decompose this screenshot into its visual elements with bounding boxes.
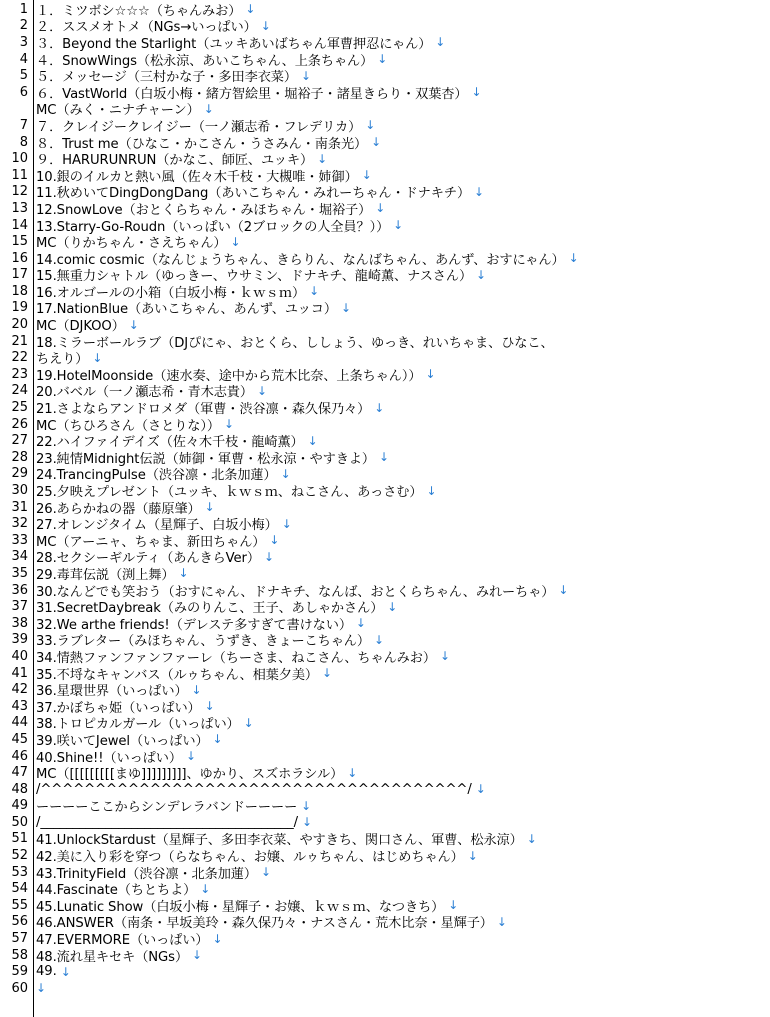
newline-mark-icon: ↓ <box>245 2 256 17</box>
newline-mark-icon: ↓ <box>387 599 398 614</box>
line-number: 6 <box>19 84 28 100</box>
line-number: 1 <box>19 1 28 17</box>
editor-line[interactable] <box>0 416 770 433</box>
editor-line[interactable] <box>0 267 770 284</box>
line-number: 7 <box>19 117 28 133</box>
line-text[interactable]: ８．Trust me（ひなこ・かこさん・うさみん・南条光） <box>36 136 368 152</box>
line-number: 23 <box>11 366 28 382</box>
editor-line[interactable] <box>0 847 770 864</box>
line-text[interactable]: 23.純情Midnight伝説（姉御・軍曹・松永涼・やすきよ） <box>36 451 375 467</box>
line-text[interactable]: MC（みく・ニナチャーン） <box>36 103 200 119</box>
newline-mark-icon: ↓ <box>439 649 451 664</box>
editor-line[interactable] <box>0 632 770 649</box>
line-text[interactable]: 45.Lunatic Show（白坂小梅・星輝子・お嬢、ｋｗｓｍ、なつきち） <box>36 899 445 915</box>
line-text[interactable]: 17.NationBlue（あいこちゃん、あんず、ユッコ） <box>36 302 337 318</box>
editor-line[interactable] <box>0 930 770 947</box>
line-text[interactable]: 47.EVERMORE（いっぱい） <box>36 933 209 949</box>
line-text[interactable]: /_______________________________________/ <box>36 814 298 830</box>
editor-line[interactable] <box>0 316 770 333</box>
line-text[interactable]: 27.オレンジタイム（星輝子、白坂小梅） <box>36 518 278 534</box>
newline-mark-icon: ↓ <box>448 898 459 913</box>
newline-mark-icon: ↓ <box>301 815 313 830</box>
newline-mark-icon: ↓ <box>203 101 214 116</box>
editor-line[interactable] <box>0 764 770 781</box>
line-text[interactable]: ちえり） <box>36 352 89 368</box>
line-number: 12 <box>11 184 28 200</box>
line-number: 37 <box>11 599 28 615</box>
line-text[interactable]: ９．HARURUNRUN（かなこ、師匠、ユッキ） <box>36 153 314 169</box>
line-text[interactable]: 18.ミラーボールラブ（DJぴにゃ、おとくら、ししょう、ゆっき、れいちゃま、ひなこ、 <box>36 335 554 351</box>
line-number: 11 <box>11 167 28 183</box>
line-text[interactable]: MC（DJKOO） <box>36 319 125 335</box>
editor-lines[interactable] <box>0 1 770 997</box>
line-text[interactable]: 42.美に入り彩を穿つ（らなちゃん、お嬢、ルゥちゃん、はじめちゃん） <box>36 850 464 866</box>
newline-mark-icon: ↓ <box>317 151 328 166</box>
line-number: 53 <box>11 864 28 880</box>
newline-mark-icon: ↓ <box>347 765 358 780</box>
editor-line[interactable] <box>0 217 770 234</box>
editor-line[interactable] <box>0 781 770 798</box>
line-text[interactable]: 41.UnlockStardust（星輝子、多田李衣菜、やすきち、関口さん、軍曹、松永涼） <box>36 833 523 849</box>
editor-line[interactable] <box>0 665 770 682</box>
editor-line[interactable] <box>0 482 770 499</box>
editor-line[interactable] <box>0 167 770 184</box>
editor-line[interactable] <box>0 184 770 201</box>
newline-mark-icon: ↓ <box>393 218 404 233</box>
editor-line[interactable] <box>0 1 770 18</box>
line-text[interactable]: 33.ラブレター（みほちゃん、うずき、きょーこちゃん） <box>36 634 370 650</box>
newline-mark-icon: ↓ <box>280 466 291 481</box>
line-text[interactable]: ７．クレイジークレイジー（一ノ瀬志希・フレデリカ） <box>36 119 362 135</box>
line-number: 27 <box>11 433 28 449</box>
newline-mark-icon: ↓ <box>260 18 271 33</box>
line-number: 17 <box>11 267 28 283</box>
newline-mark-icon: ↓ <box>496 914 507 929</box>
newline-mark-icon: ↓ <box>568 251 579 266</box>
newline-mark-icon: ↓ <box>361 168 372 183</box>
line-number: 59 <box>11 964 28 980</box>
line-number: 46 <box>11 748 28 764</box>
line-text[interactable]: MC（ちひろさん（さとりな）） <box>36 418 220 434</box>
line-number: 4 <box>19 51 28 67</box>
editor-line[interactable] <box>0 582 770 599</box>
line-text[interactable]: 30.なんどでも笑おう（おすにゃん、ドナキチ、なんば、おとくらちゃん、みれーちゃ） <box>36 584 555 600</box>
line-number: 16 <box>11 250 28 266</box>
line-number: 36 <box>11 582 28 598</box>
editor-line[interactable] <box>0 333 770 350</box>
newline-mark-icon: ↓ <box>471 85 482 100</box>
line-text[interactable]: 34.情熱ファンファンファーレ（ちーさま、ねこさん、ちゃんみお） <box>36 650 436 666</box>
line-number: 15 <box>11 234 28 250</box>
line-number: 26 <box>11 416 28 432</box>
newline-mark-icon: ↓ <box>307 433 318 448</box>
line-number: 44 <box>11 715 28 731</box>
line-number: 24 <box>11 383 28 399</box>
newline-mark-icon: ↓ <box>212 732 223 747</box>
newline-mark-icon: ↓ <box>435 35 446 50</box>
editor-line[interactable] <box>0 67 770 84</box>
line-text[interactable]: 24.TrancingPulse（渋谷凛・北条加蓮） <box>36 468 277 484</box>
line-number: 41 <box>11 665 28 681</box>
editor-line[interactable] <box>0 432 770 449</box>
newline-mark-icon: ↓ <box>92 350 103 365</box>
newline-mark-icon: ↓ <box>301 798 312 813</box>
newline-mark-icon: ↓ <box>309 284 320 299</box>
line-number: 28 <box>11 449 28 465</box>
line-number: 39 <box>11 632 28 648</box>
line-text[interactable]: 36.星環世界（いっぱい） <box>36 684 188 700</box>
line-number: 14 <box>11 217 28 233</box>
newline-mark-icon: ↓ <box>60 964 71 979</box>
newline-mark-icon: ↓ <box>204 500 215 515</box>
editor-line[interactable] <box>0 366 770 383</box>
line-number: 49 <box>11 798 28 814</box>
editor-line[interactable] <box>0 648 770 665</box>
line-text[interactable]: ４．SnowWings（松永涼、あいこちゃん、上条ちゃん） <box>36 53 374 69</box>
line-number: 57 <box>11 931 28 947</box>
editor-line[interactable] <box>0 698 770 715</box>
line-number: 20 <box>11 317 28 333</box>
line-text[interactable]: １．ミツボシ☆☆☆（ちゃんみお） <box>36 3 242 19</box>
line-number: 8 <box>19 134 28 150</box>
editor-line[interactable] <box>0 34 770 51</box>
editor-line[interactable] <box>0 980 770 997</box>
newline-mark-icon: ↓ <box>365 118 376 133</box>
line-number: 31 <box>11 499 28 515</box>
newline-mark-icon: ↓ <box>377 52 388 67</box>
line-text[interactable]: 10.銀のイルカと熱い風（佐々木千枝・大槻唯・姉御） <box>36 169 358 185</box>
newline-mark-icon: ↓ <box>223 417 234 432</box>
line-number: 43 <box>11 698 28 714</box>
editor-line[interactable] <box>0 864 770 881</box>
newline-mark-icon: ↓ <box>526 831 537 846</box>
newline-mark-icon: ↓ <box>300 68 312 83</box>
editor-line[interactable] <box>0 715 770 732</box>
newline-mark-icon: ↓ <box>212 931 223 946</box>
line-text[interactable]: 46.ANSWER（南条・早坂美玲・森久保乃々・ナスさん・荒木比奈・星輝子） <box>36 916 493 932</box>
newline-mark-icon: ↓ <box>322 666 333 681</box>
editor-line[interactable] <box>0 963 770 980</box>
line-text[interactable]: 11.秋めいてDingDongDang（あいこちゃん・みれーちゃん・ドナキチ） <box>36 186 471 202</box>
line-text[interactable]: 44.Fascinate（ちとちよ） <box>36 883 197 899</box>
editor-line[interactable] <box>0 250 770 267</box>
newline-mark-icon: ↓ <box>476 267 487 282</box>
newline-mark-icon: ↓ <box>263 549 275 564</box>
editor-line[interactable] <box>0 499 770 516</box>
line-number: 19 <box>11 300 28 316</box>
editor-line[interactable] <box>0 515 770 532</box>
editor-line[interactable] <box>0 134 770 151</box>
newline-mark-icon: ↓ <box>281 516 292 531</box>
editor-line[interactable] <box>0 283 770 300</box>
line-number: 22 <box>11 350 28 366</box>
line-text[interactable]: 49. <box>36 964 57 980</box>
newline-mark-icon: ↓ <box>425 367 436 382</box>
editor-line[interactable] <box>0 880 770 897</box>
editor-line[interactable] <box>0 897 770 914</box>
editor-line[interactable] <box>0 200 770 217</box>
newline-mark-icon: ↓ <box>243 715 254 730</box>
line-text[interactable]: MC（アーニャ、ちゃま、新田ちゃん） <box>36 534 266 550</box>
editor-line[interactable] <box>0 84 770 101</box>
newline-mark-icon: ↓ <box>373 632 385 647</box>
line-number: 3 <box>19 34 28 50</box>
newline-mark-icon: ↓ <box>192 948 203 963</box>
editor-line[interactable] <box>0 914 770 931</box>
line-number: 60 <box>11 980 28 996</box>
newline-mark-icon: ↓ <box>355 616 366 631</box>
newline-mark-icon: ↓ <box>371 135 382 150</box>
line-text[interactable]: 13.Starry-Go-Roudn（いっぱい（2ブロックの人全員？）） <box>36 219 390 235</box>
line-text[interactable]: 12.SnowLove（おとくらちゃん・みほちゃん・堀裕子） <box>36 202 372 218</box>
editor-line[interactable] <box>0 549 770 566</box>
line-text[interactable]: MC（[[[[[[[[[まゆ]]]]]]]]]、ゆかり、スズホラシル） <box>36 767 344 783</box>
line-text[interactable]: 43.TrinityField（渋谷凛・北条加蓮） <box>36 866 257 882</box>
line-number: 13 <box>11 200 28 216</box>
line-text[interactable]: 14.comic cosmic（なんじょうちゃん、きらりん、なんばちゃん、あんず、おすにゃん） <box>36 252 565 268</box>
line-number: 45 <box>11 731 28 747</box>
editor-line[interactable] <box>0 814 770 831</box>
editor-line[interactable] <box>0 598 770 615</box>
line-number: 33 <box>11 532 28 548</box>
line-number: 38 <box>11 615 28 631</box>
newline-mark-icon: ↓ <box>340 300 351 315</box>
newline-mark-icon: ↓ <box>467 848 478 863</box>
line-text[interactable]: 40.Shine!!（いっぱい） <box>36 750 182 766</box>
editor-line[interactable] <box>0 150 770 167</box>
line-number: 48 <box>11 781 28 797</box>
editor-line[interactable] <box>0 532 770 549</box>
line-text[interactable]: 35.不埒なキャンバス（ルゥちゃん、相葉夕美） <box>36 667 319 683</box>
editor-line[interactable] <box>0 466 770 483</box>
editor-line[interactable] <box>0 748 770 765</box>
line-number: 50 <box>11 814 28 830</box>
line-number: 47 <box>11 765 28 781</box>
line-text[interactable]: 22.ハイファイデイズ（佐々木千枝・龍崎薫） <box>36 435 304 451</box>
newline-mark-icon: ↓ <box>378 450 390 465</box>
newline-mark-icon: ↓ <box>558 583 569 598</box>
editor-line[interactable] <box>0 798 770 815</box>
line-number: 32 <box>11 516 28 532</box>
editor-line[interactable] <box>0 18 770 35</box>
line-number: 5 <box>19 68 28 84</box>
line-text[interactable]: 15.無重力シャトル（ゆっきー、ウサミン、ドナキチ、龍崎薫、ナスさん） <box>36 269 473 285</box>
editor-line[interactable] <box>0 233 770 250</box>
line-text[interactable]: 19.HotelMoonside（速水奏、途中から荒木比奈、上条ちゃん）） <box>36 368 422 384</box>
editor-line[interactable] <box>0 300 770 317</box>
newline-mark-icon: ↓ <box>128 317 139 332</box>
editor-line[interactable] <box>0 831 770 848</box>
line-text[interactable]: ２．ススメオトメ（NGs→いっぱい） <box>36 20 257 36</box>
editor-line[interactable] <box>0 947 770 964</box>
newline-mark-icon: ↓ <box>375 201 386 216</box>
line-text[interactable]: 20.バベル（一ノ瀬志希・青木志貴） <box>36 385 253 401</box>
newline-mark-icon: ↓ <box>374 400 385 415</box>
editor-line[interactable] <box>0 101 770 118</box>
line-number: 58 <box>11 947 28 963</box>
line-number: 34 <box>11 549 28 565</box>
line-text[interactable]: 48.流れ星キセキ（NGs） <box>36 949 189 965</box>
line-text[interactable]: /^^^^^^^^^^^^^^^^^^^^^^^^^^^^^^^^^^^^^^^/ <box>36 781 472 797</box>
line-text[interactable]: 38.トロピカルガール（いっぱい） <box>36 717 240 733</box>
newline-mark-icon: ↓ <box>260 865 272 880</box>
line-text[interactable]: ５．メッセージ（三村かな子・多田李衣菜） <box>36 70 297 86</box>
newline-mark-icon: ↓ <box>200 881 211 896</box>
line-text[interactable]: ーーーーここからシンデレラバンドーーーー <box>36 800 298 816</box>
editor-line[interactable] <box>0 681 770 698</box>
line-text[interactable]: 37.かぼちゃ姫（いっぱい） <box>36 700 201 716</box>
line-text[interactable]: ６．VastWorld（白坂小梅・緒方智絵里・堀裕子・諸星きらり・双葉杏） <box>36 86 468 102</box>
newline-mark-icon: ↓ <box>185 749 196 764</box>
line-number: 54 <box>11 881 28 897</box>
editor-line[interactable] <box>0 117 770 134</box>
newline-mark-icon: ↓ <box>475 782 486 797</box>
editor-line[interactable] <box>0 399 770 416</box>
line-text[interactable]: 21.さよならアンドロメダ（軍曹・渋谷凛・森久保乃々） <box>36 402 371 418</box>
line-number: 35 <box>11 565 28 581</box>
line-number: 21 <box>11 333 28 349</box>
line-number: 2 <box>19 18 28 34</box>
line-text[interactable]: 31.SecretDaybreak（みのりんこ、王子、あしゃかさん） <box>36 601 384 617</box>
line-text[interactable]: ３．Beyond the Starlight（ユッキあいばちゃん軍曹押忍にゃん） <box>36 36 432 52</box>
line-text[interactable]: 16.オルゴールの小箱（白坂小梅・ｋｗｓｍ） <box>36 285 306 301</box>
line-number: 30 <box>11 483 28 499</box>
line-number: 51 <box>11 831 28 847</box>
line-number: 40 <box>11 648 28 664</box>
editor-line[interactable] <box>0 383 770 400</box>
editor-line[interactable] <box>0 51 770 68</box>
line-number: 18 <box>11 283 28 299</box>
newline-mark-icon: ↓ <box>204 699 215 714</box>
editor-line[interactable] <box>0 449 770 466</box>
newline-mark-icon: ↓ <box>256 383 268 398</box>
newline-mark-icon: ↓ <box>474 184 485 199</box>
editor-line[interactable] <box>0 615 770 632</box>
line-number: 52 <box>11 848 28 864</box>
line-number: 42 <box>11 682 28 698</box>
line-number: 25 <box>11 400 28 416</box>
line-text[interactable]: 28.セクシーギルティ（あんきらVer） <box>36 551 260 567</box>
line-text[interactable]: 26.あらかねの器（藤原肇） <box>36 501 201 517</box>
newline-mark-icon: ↓ <box>230 234 241 249</box>
newline-mark-icon: ↓ <box>426 483 437 498</box>
newline-mark-icon: ↓ <box>178 566 189 581</box>
editor-line[interactable] <box>0 731 770 748</box>
line-text[interactable]: 39.咲いてJewel（いっぱい） <box>36 733 209 749</box>
line-text[interactable]: 25.夕映えプレゼント（ユッキ、ｋｗｓｍ、ねこさん、あっさむ） <box>36 485 423 501</box>
newline-mark-icon: ↓ <box>36 981 47 996</box>
newline-mark-icon: ↓ <box>269 533 280 548</box>
line-text[interactable]: MC（りかちゃん・さえちゃん） <box>36 236 227 252</box>
editor-line[interactable] <box>0 565 770 582</box>
line-text[interactable]: 29.毒茸伝説（渕上舞） <box>36 567 175 583</box>
newline-mark-icon: ↓ <box>191 682 202 697</box>
line-number: 56 <box>11 914 28 930</box>
line-text[interactable]: 32.We arthe friends!（デレステ多すぎて書けない） <box>36 617 352 633</box>
line-number: 55 <box>11 897 28 913</box>
editor-line[interactable] <box>0 349 770 366</box>
line-number: 10 <box>11 151 28 167</box>
line-number: 29 <box>11 466 28 482</box>
